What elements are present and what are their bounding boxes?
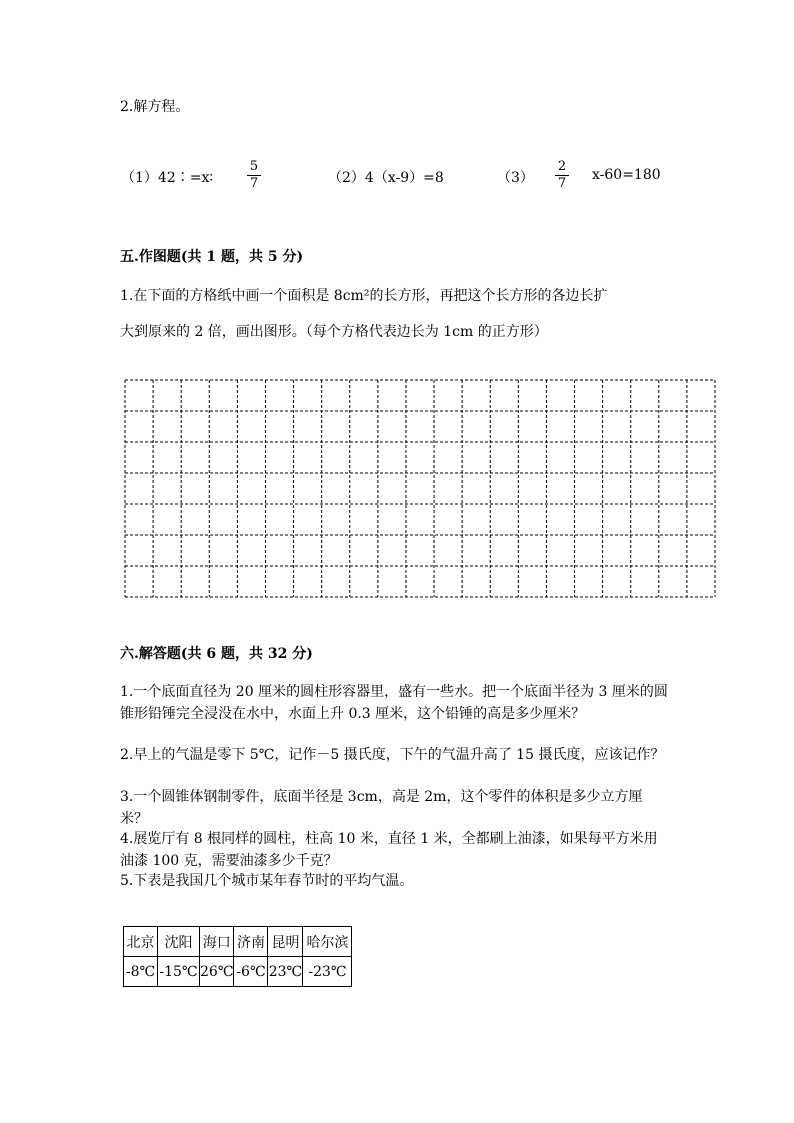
question-six-1: 1.一个底面直径为 20 厘米的圆柱形容器里，盛有一些水。把一个底面半径为 3 厘米的圆锥形铅锤完全浸没在水中，水面上升 0.3 厘米，这个铅锤的高是多少厘米？ bbox=[120, 684, 668, 722]
table-cell: 沈阳 bbox=[158, 927, 200, 957]
table-cell: 23℃ bbox=[268, 957, 303, 987]
equation-3-fraction bbox=[555, 160, 569, 191]
equations-heading: 2.解方程。 bbox=[120, 99, 190, 115]
table-row-cities bbox=[124, 927, 352, 957]
section-five-title: 五.作图题(共 1 题，共 5 分) bbox=[120, 249, 304, 265]
equation-1-fraction bbox=[247, 160, 261, 191]
question-six-4: 4.展览厅有 8 根同样的圆柱，柱高 10 米，直径 1 米，全都刷上油漆，如果每平方米用油漆 100 克，需要油漆多少千克？ bbox=[120, 831, 658, 869]
table-row-temperatures bbox=[124, 957, 352, 987]
city-temperature-table bbox=[123, 926, 352, 987]
question-six-5: 5.下表是我国几个城市某年春节时的平均气温。 bbox=[120, 873, 414, 889]
graph-paper-grid[interactable] bbox=[124, 379, 716, 598]
fraction-denominator: 7 bbox=[249, 176, 259, 191]
table-cell: 昆明 bbox=[268, 927, 303, 957]
question-six-3: 3.一个圆锥体钢制零件，底面半径是 3cm，高是 2m，这个零件的体积是多少立方厘米？ bbox=[120, 789, 643, 827]
fraction-numerator: 5 bbox=[249, 159, 259, 174]
table-cell: -6℃ bbox=[234, 957, 268, 987]
question-five-1-line1: 1.在下面的方格纸中画一个面积是 8cm²的长方形，再把这个长方形的各边长扩 bbox=[120, 288, 608, 304]
fraction-denominator: 7 bbox=[557, 176, 567, 191]
equation-2-text: （2）4（x-9）=8 bbox=[328, 170, 444, 186]
question-six-2: 2.早上的气温是零下 5℃，记作－5 摄氏度，下午的气温升高了 15 摄氏度，应该记作？ bbox=[120, 747, 665, 763]
question-five-1-line2: 大到原来的 2 倍，画出图形。（每个方格代表边长为 1cm 的正方形） bbox=[120, 324, 548, 340]
equation-3-text: x-60=180 bbox=[592, 167, 661, 183]
table-cell: -15℃ bbox=[158, 957, 200, 987]
table-cell: 26℃ bbox=[200, 957, 234, 987]
table-cell: -23℃ bbox=[303, 957, 352, 987]
table-cell: 济南 bbox=[234, 927, 268, 957]
equation-3-label: （3） bbox=[497, 170, 534, 186]
fraction-numerator: 2 bbox=[557, 159, 567, 174]
section-six-title: 六.解答题(共 6 题，共 32 分) bbox=[120, 646, 313, 662]
table-cell: 海口 bbox=[200, 927, 234, 957]
table-cell: 北京 bbox=[124, 927, 158, 957]
table-cell: -8℃ bbox=[124, 957, 158, 987]
table-cell: 哈尔滨 bbox=[303, 927, 352, 957]
equation-1-text: （1）42∶=x∶ bbox=[121, 170, 213, 186]
